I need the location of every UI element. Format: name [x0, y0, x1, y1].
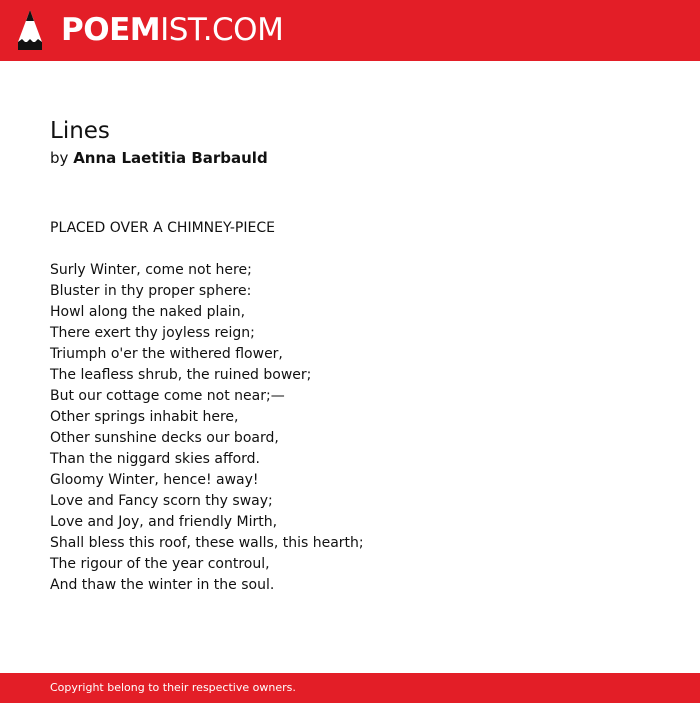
brand-name-light: IST.COM: [160, 12, 284, 48]
poem-line: The leafless shrub, the ruined bower;: [50, 367, 312, 383]
poem-line: And thaw the winter in the soul.: [50, 577, 275, 593]
poem-line: Other sunshine decks our board,: [50, 430, 279, 446]
site-footer: [0, 673, 700, 703]
poem-line: Triumph o'er the withered flower,: [50, 346, 283, 362]
poem-line: Howl along the naked plain,: [50, 304, 246, 320]
poem-line: But our cottage come not near;—: [50, 388, 285, 404]
brand-name-bold: POEM: [61, 12, 161, 48]
poem-content: [50, 117, 650, 596]
poem-byline: [50, 147, 650, 169]
poem-line: Surly Winter, come not here;: [50, 262, 252, 278]
poem-line: Love and Fancy scorn thy sway;: [50, 493, 273, 509]
poem-line: Gloomy Winter, hence! away!: [50, 472, 259, 488]
poem-line: The rigour of the year controul,: [50, 556, 270, 572]
poem-line: There exert thy joyless reign;: [50, 325, 255, 341]
poem-line: Bluster in thy proper sphere:: [50, 283, 252, 299]
poem-subtitle: PLACED OVER A CHIMNEY-PIECE: [50, 220, 275, 236]
poem-line: Than the niggard skies afford.: [50, 451, 260, 467]
copyright-text: Copyright belong to their respective owners.: [50, 681, 296, 694]
pencil-tip-icon[interactable]: [17, 9, 43, 51]
author-name[interactable]: Anna Laetitia Barbauld: [73, 149, 268, 167]
poem-line: Shall bless this roof, these walls, this hearth;: [50, 535, 364, 551]
poem-line: Other springs inhabit here,: [50, 409, 239, 425]
poem-title: Lines: [50, 118, 110, 144]
site-header: [0, 0, 700, 61]
poem-body: [50, 260, 650, 596]
site-logo-link[interactable]: [61, 11, 283, 49]
byline-prefix: by: [50, 149, 69, 167]
poem-line: Love and Joy, and friendly Mirth,: [50, 514, 278, 530]
